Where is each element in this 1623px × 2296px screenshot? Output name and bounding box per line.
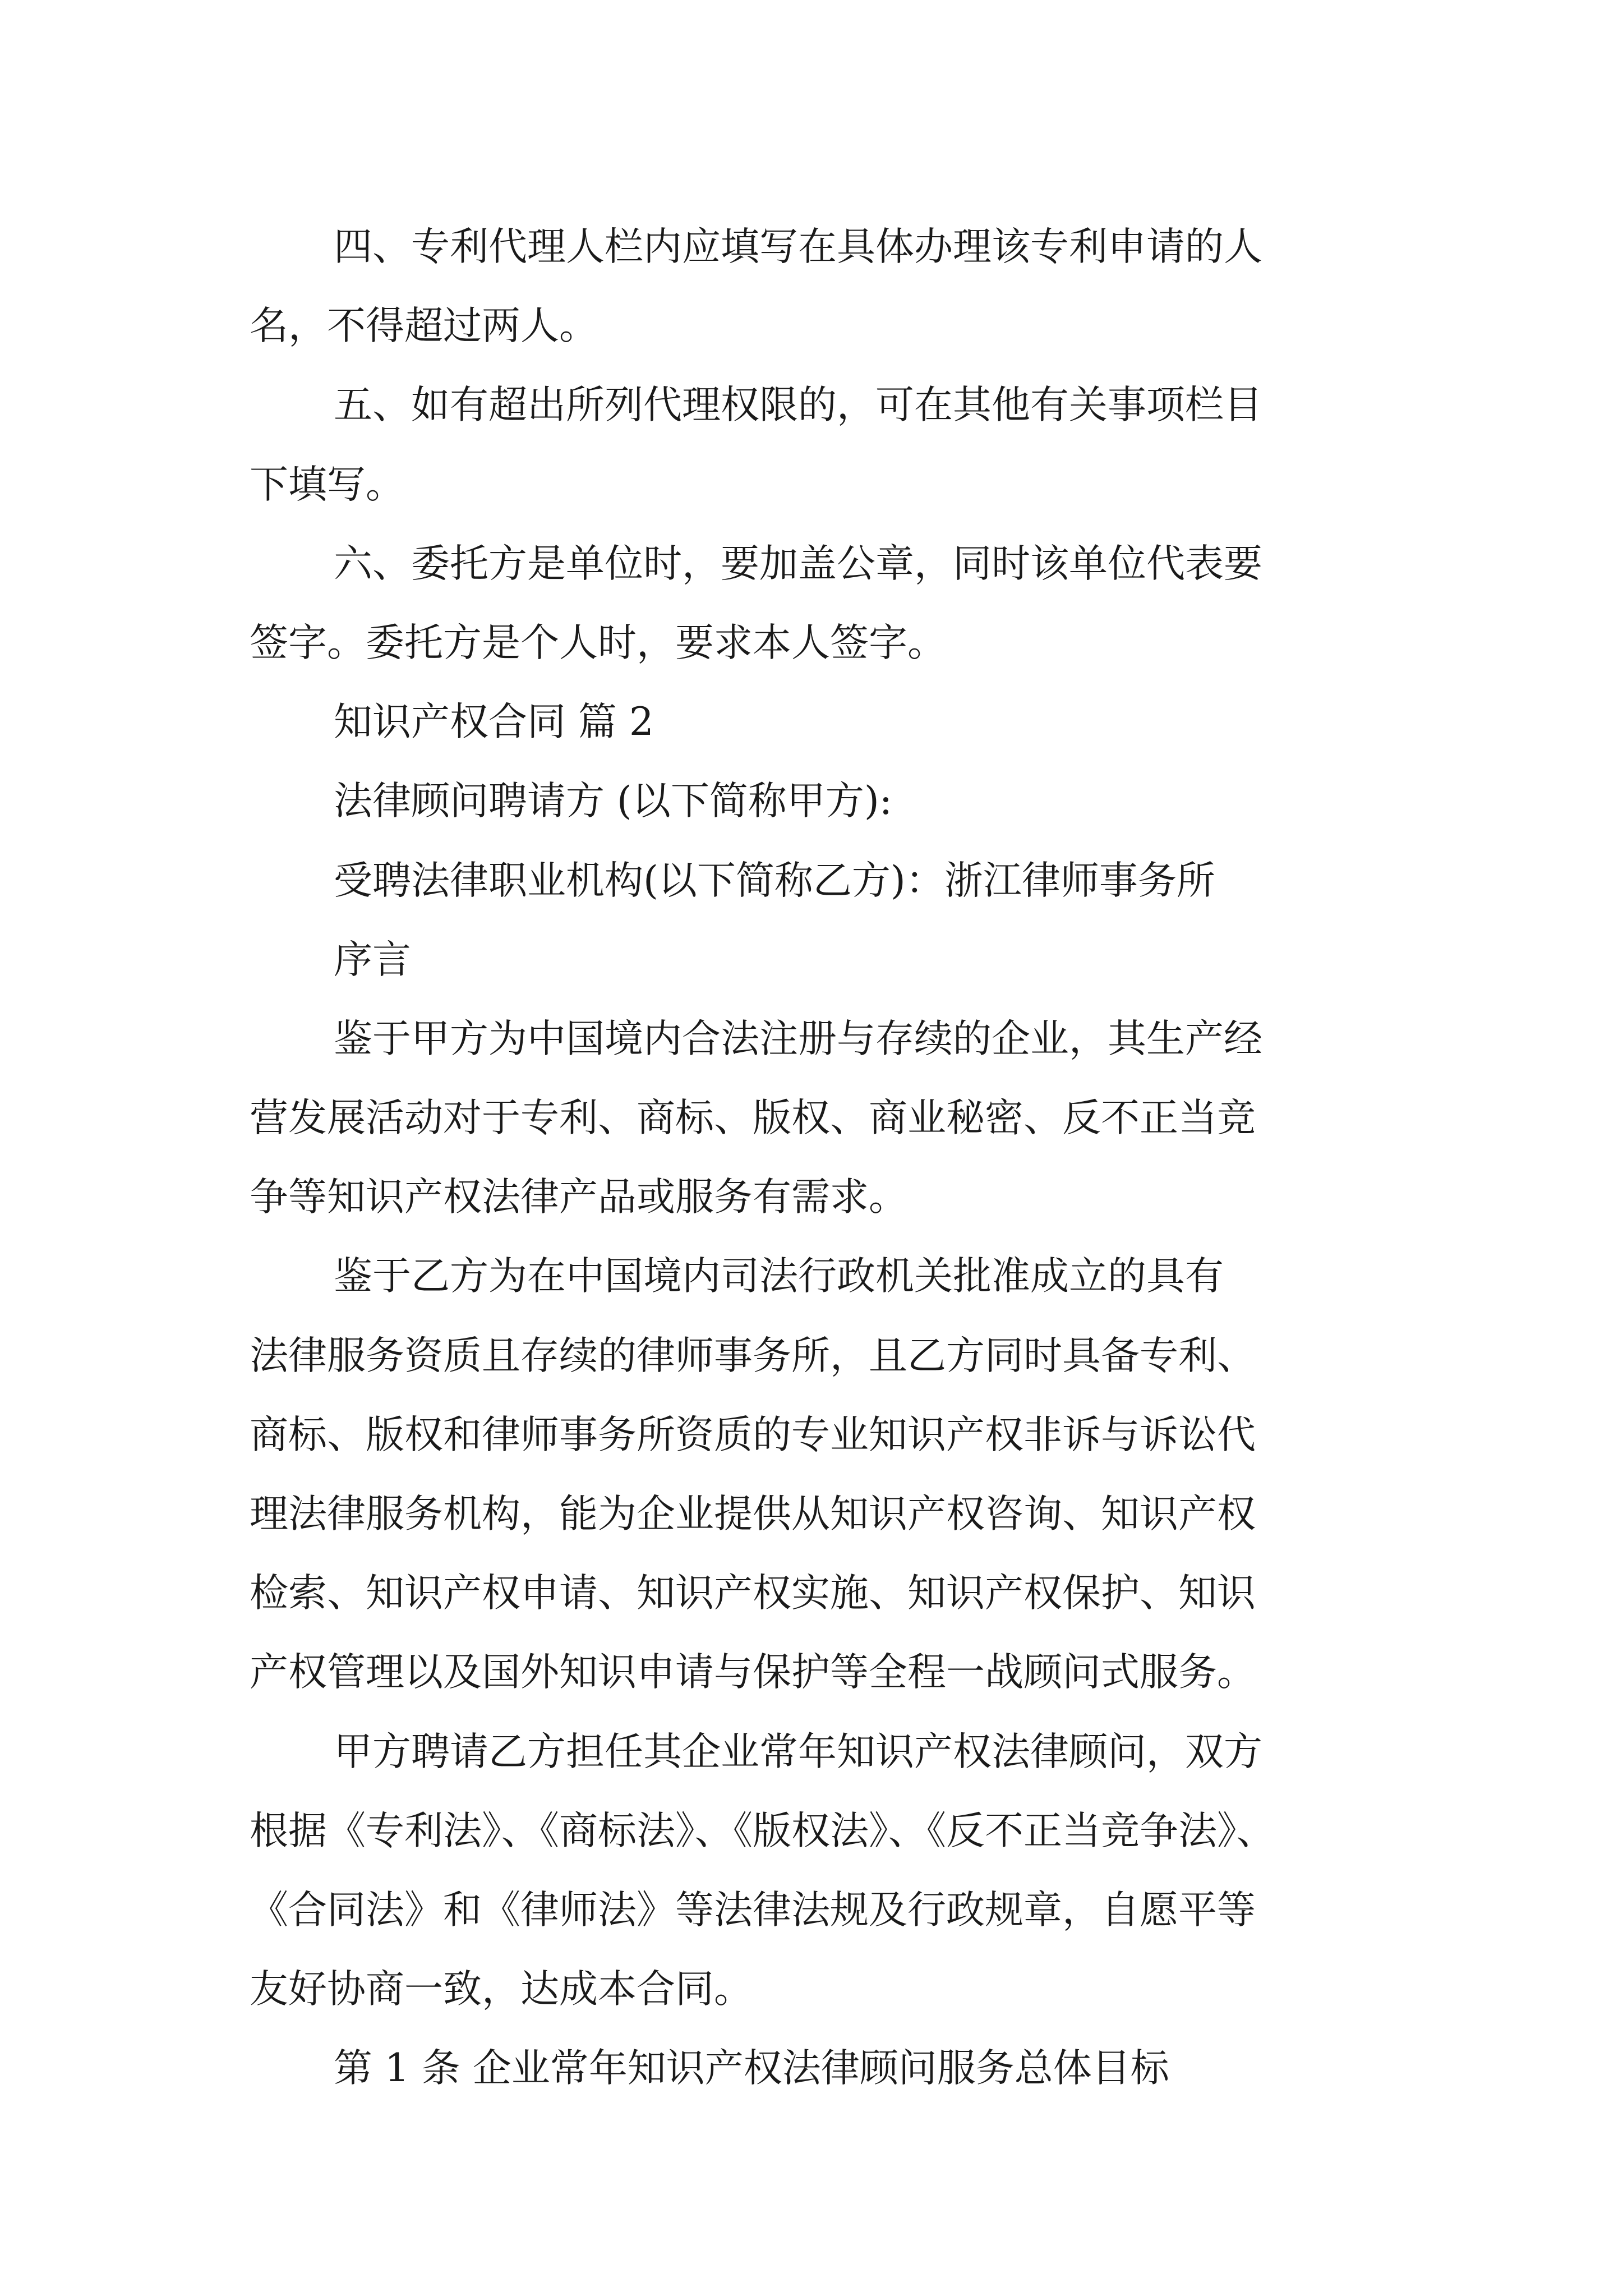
paragraph-line: 根据《专利法》、《商标法》、《版权法》、《反不正当竞争法》、 xyxy=(250,1808,1275,1853)
party-b-line: 受聘法律职业机构(以下简称乙方)：浙江律师事务所 xyxy=(334,858,1215,903)
paragraph-line: 商标、版权和律师事务所资质的专业知识产权非诉与诉讼代 xyxy=(250,1412,1256,1457)
paragraph-line: 营发展活动对于专利、商标、版权、商业秘密、反不正当竞 xyxy=(250,1096,1256,1141)
paragraph-line: 六、委托方是单位时，要加盖公章，同时该单位代表要 xyxy=(334,541,1262,586)
paragraph-line: 理法律服务机构，能为企业提供从知识产权咨询、知识产权 xyxy=(250,1492,1256,1536)
section-heading: 知识产权合同 篇 2 xyxy=(334,700,654,745)
paragraph-line: 法律服务资质且存续的律师事务所，且乙方同时具备专利、 xyxy=(250,1333,1256,1378)
paragraph-line: 鉴于甲方为中国境内合法注册与存续的企业，其生产经 xyxy=(334,1016,1262,1061)
paragraph-line: 甲方聘请乙方担任其企业常年知识产权法律顾问，双方 xyxy=(334,1729,1262,1774)
paragraph-line: 《合同法》和《律师法》等法律法规及行政规章，自愿平等 xyxy=(250,1887,1256,1932)
paragraph-line: 产权管理以及国外知识申请与保护等全程一战顾问式服务。 xyxy=(250,1650,1256,1695)
document-body xyxy=(250,208,1433,2109)
party-a-line: 法律顾问聘请方 (以下简称甲方): xyxy=(334,779,893,824)
paragraph-line: 下填写。 xyxy=(250,462,404,507)
paragraph-line: 友好协商一致，达成本合同。 xyxy=(250,1967,753,2012)
paragraph-line: 五、如有超出所列代理权限的，可在其他有关事项栏目 xyxy=(334,383,1262,428)
paragraph-line: 名，不得超过两人。 xyxy=(250,303,598,349)
article-heading: 第 1 条 企业常年知识产权法律顾问服务总体目标 xyxy=(334,2046,1169,2091)
paragraph-line: 四、专利代理人栏内应填写在具体办理该专利申请的人 xyxy=(334,224,1262,269)
paragraph-line: 争等知识产权法律产品或服务有需求。 xyxy=(250,1175,907,1220)
paragraph-line: 检索、知识产权申请、知识产权实施、知识产权保护、知识 xyxy=(250,1571,1256,1616)
preface-heading: 序言 xyxy=(334,937,411,982)
paragraph-line: 鉴于乙方为在中国境内司法行政机关批准成立的具有 xyxy=(334,1254,1224,1299)
paragraph-line: 签字。委托方是个人时，要求本人签字。 xyxy=(250,620,946,665)
